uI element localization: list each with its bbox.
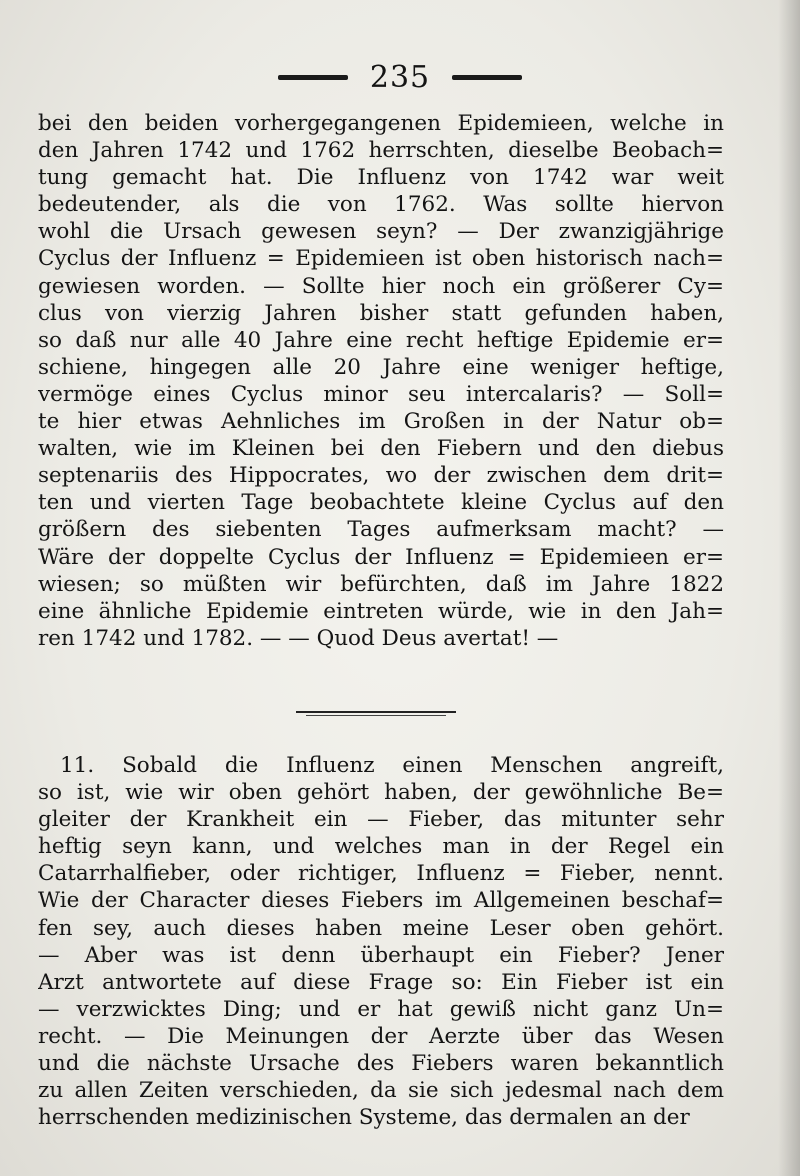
- text-line: — verzwicktes Ding; und er hat gewiß nicht ganz Un=: [38, 996, 724, 1022]
- page-edge-shadow: [778, 0, 800, 1176]
- text-line: wohl die Ursach gewesen seyn? — Der zwanzigjährige: [38, 219, 724, 245]
- text-line: eine ähnliche Epidemie eintreten würde, wie in den Jah=: [38, 598, 724, 624]
- text-line: walten, wie im Kleinen bei den Fiebern und den diebus: [38, 436, 724, 462]
- text-line: Cyclus der Influenz = Epidemieen ist oben historisch nach=: [38, 246, 724, 272]
- text-line: bedeutender, als die von 1762. Was sollte hiervon: [38, 192, 724, 218]
- page-header: [0, 60, 800, 94]
- text-line: septenariis des Hippocrates, wo der zwischen dem drit=: [38, 463, 724, 489]
- section-divider: [296, 711, 456, 713]
- text-line: so daß nur alle 40 Jahre eine recht heftige Epidemie er=: [38, 327, 724, 353]
- text-line: clus von vierzig Jahren bisher statt gefunden haben,: [38, 300, 724, 326]
- text-line: ren 1742 und 1782. — — Quod Deus avertat! —: [38, 625, 559, 651]
- text-line: vermöge eines Cyclus minor seu intercalaris? — Soll=: [38, 381, 724, 407]
- text-line: fen sey, auch dieses haben meine Leser oben gehört.: [38, 915, 724, 941]
- paragraph-2: [38, 752, 724, 1131]
- header-rule-left: [278, 75, 348, 80]
- text-line: te hier etwas Aehnliches im Großen in der Natur ob=: [38, 409, 724, 435]
- text-line: Wie der Character dieses Fiebers im Allgemeinen beschaf=: [38, 888, 724, 914]
- text-line: gewiesen worden. — Sollte hier noch ein größerer Cy=: [38, 273, 724, 299]
- text-line: ten und vierten Tage beobachtete kleine Cyclus auf den: [38, 490, 724, 516]
- text-line: den Jahren 1742 und 1762 herrschten, dieselbe Beobach=: [38, 138, 724, 164]
- text-line: Wäre der doppelte Cyclus der Influenz = Epidemieen er=: [38, 544, 724, 570]
- text-line: bei den beiden vorhergegangenen Epidemieen, welche in: [38, 111, 724, 136]
- text-line: so ist, wie wir oben gehört haben, der gewöhnliche Be=: [38, 780, 724, 806]
- text-line: tung gemacht hat. Die Influenz von 1742 war weit: [38, 165, 724, 191]
- text-line: schiene, hingegen alle 20 Jahre eine weniger heftige,: [38, 354, 724, 380]
- text-line: heftig seyn kann, und welches man in der Regel ein: [38, 834, 724, 860]
- text-line: wiesen; so müßten wir befürchten, daß im Jahre 1822: [38, 571, 724, 597]
- text-line: gleiter der Krankheit ein — Fieber, das mitunter sehr: [38, 807, 724, 833]
- text-line: 11. Sobald die Influenz einen Menschen angreift,: [60, 753, 724, 778]
- paragraph-1: [38, 110, 724, 652]
- text-line: recht. — Die Meinungen der Aerzte über das Wesen: [38, 1023, 724, 1049]
- text-line: größern des siebenten Tages aufmerksam macht? —: [38, 517, 724, 543]
- text-line: herrschenden medizinischen Systeme, das dermalen an der: [38, 1105, 690, 1131]
- header-rule-right: [452, 75, 522, 80]
- text-line: und die nächste Ursache des Fiebers waren bekanntlich: [38, 1051, 724, 1077]
- text-line: zu allen Zeiten verschieden, da sie sich jedesmal nach dem: [38, 1078, 724, 1104]
- text-line: Catarrhalfieber, oder richtiger, Influenz = Fieber, nennt.: [38, 861, 724, 887]
- text-line: Arzt antwortete auf diese Frage so: Ein Fieber ist ein: [38, 969, 724, 995]
- page-number: 235: [369, 59, 431, 95]
- text-line: — Aber was ist denn überhaupt ein Fieber? Jener: [38, 942, 724, 968]
